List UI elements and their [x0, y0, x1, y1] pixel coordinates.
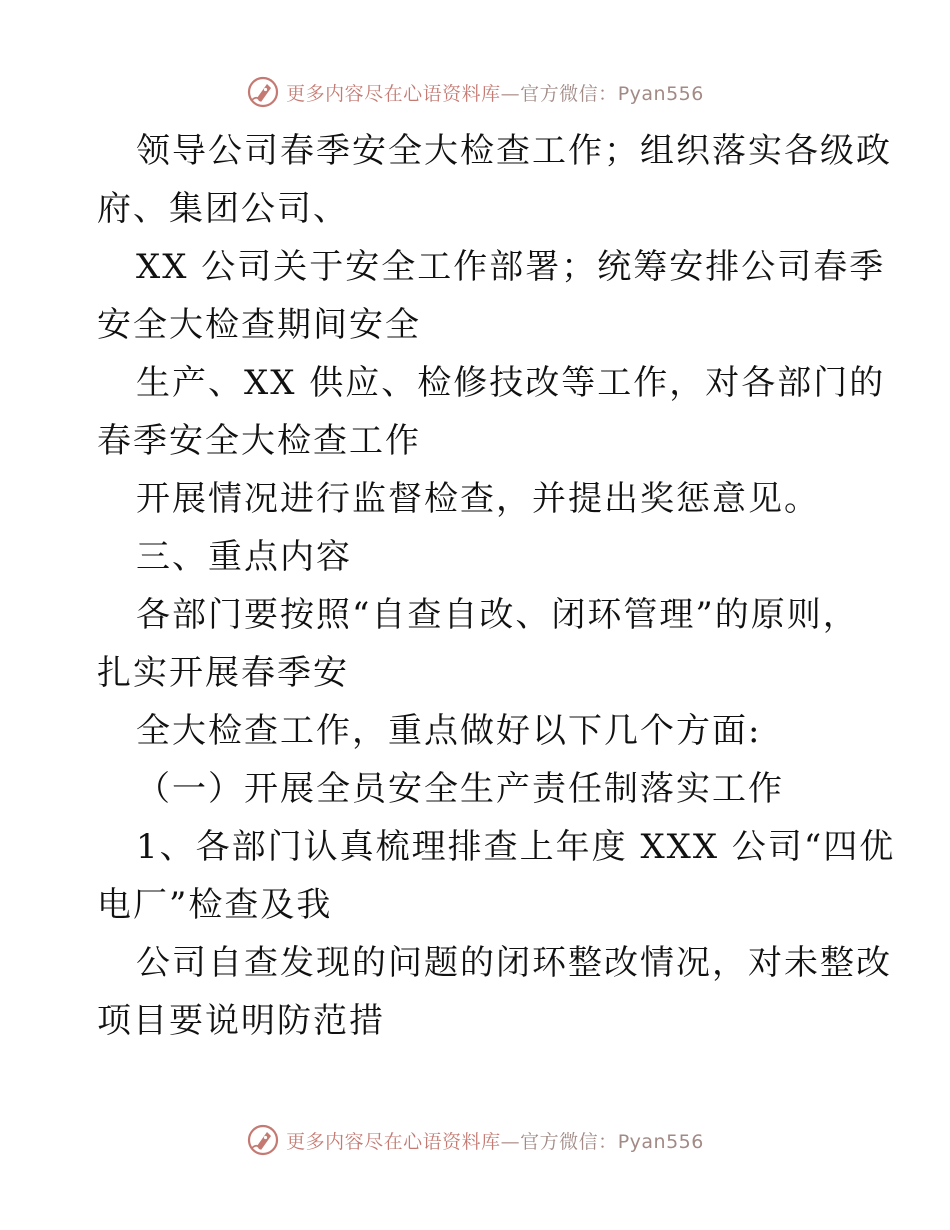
document-line: 扎实开展春季安 — [97, 653, 349, 693]
watermark-wechat-id: Pyan556 — [617, 1130, 704, 1153]
watermark-wechat-label: 官方微信 — [520, 1130, 599, 1153]
watermark-wechat-label: 官方微信 — [520, 82, 599, 105]
document-line: 公司自查发现的问题的闭环整改情况，对未整改 — [136, 943, 892, 983]
header-watermark — [0, 72, 950, 112]
pen-nib-circle-icon — [246, 1123, 280, 1157]
document-line: 府、集团公司、 — [97, 189, 349, 229]
document-line: 春季安全大检查工作 — [97, 421, 421, 461]
watermark-text — [286, 79, 704, 106]
watermark-separator: ： — [598, 1130, 618, 1153]
document-line: 各部门要按照“自查自改、闭环管理”的原则， — [136, 595, 859, 635]
watermark-dash: — — [500, 1130, 521, 1153]
document-line: XX 公司关于安全工作部署；统筹安排公司春季 — [136, 247, 886, 287]
document-line: （一）开展全员安全生产责任制落实工作 — [136, 769, 784, 809]
document-line: 领导公司春季安全大检查工作；组织落实各级政 — [136, 131, 892, 171]
document-line: 电厂”检查及我 — [97, 885, 333, 925]
pen-nib-circle-icon — [246, 75, 280, 109]
document-line: 1、各部门认真梳理排查上年度 XXX 公司“四优 — [136, 827, 896, 867]
watermark-brand: 更多内容尽在心语资料库 — [286, 1130, 501, 1153]
document-body — [97, 122, 896, 1050]
document-line: 安全大检查期间安全 — [97, 305, 421, 345]
document-line: 开展情况进行监督检查，并提出奖惩意见。 — [136, 479, 820, 519]
document-line: 项目要说明防范措 — [97, 1001, 385, 1041]
watermark-separator: ： — [598, 82, 618, 105]
document-line: 三、重点内容 — [136, 537, 352, 577]
watermark-text — [286, 1127, 704, 1154]
footer-watermark — [0, 1120, 950, 1160]
watermark-brand: 更多内容尽在心语资料库 — [286, 82, 501, 105]
document-line: 生产、XX 供应、检修技改等工作，对各部门的 — [136, 363, 886, 403]
watermark-dash: — — [500, 82, 521, 105]
watermark-wechat-id: Pyan556 — [617, 82, 704, 105]
document-line: 全大检查工作，重点做好以下几个方面: — [136, 711, 762, 751]
